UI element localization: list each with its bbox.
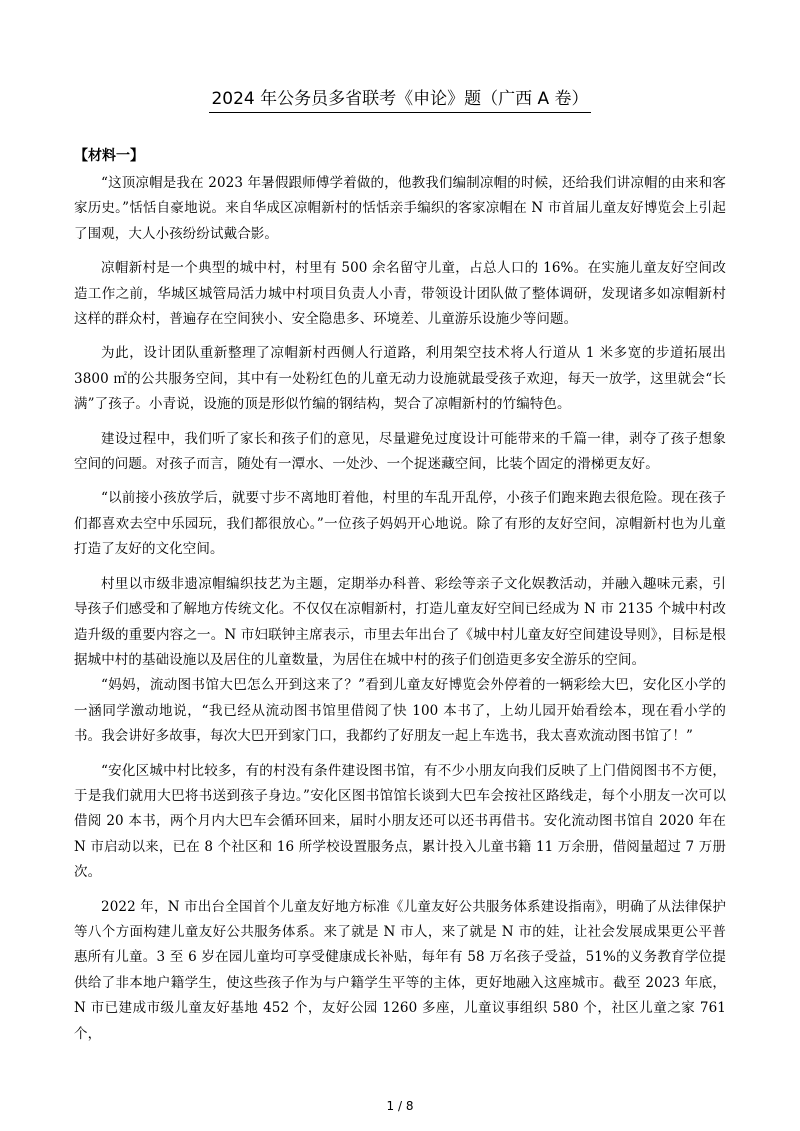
paragraph-3: 为此，设计团队重新整理了凉帽新村西侧人行道路，利用架空技术将人行道从 1 米多宽的步道拓展出 3800 ㎡的公共服务空间，其中有一处粉红色的儿童无动力设施就最受孩子欢迎，每天一放学，这里就会“长满”了孩子。小青说，设施的顶是形似竹编的钢结构，契合了凉帽新村的竹编特色。 xyxy=(74,345,726,413)
paragraph-4: 建设过程中，我们听了家长和孩子们的意见，尽量避免过度设计可能带来的千篇一律，剥夺了孩子想象空间的问题。对孩子而言，随处有一潭水、一处沙、一个捉迷藏空间，比装个固定的滑梯更友好。 xyxy=(74,430,726,473)
page-number: 1 / 8 xyxy=(386,1099,414,1113)
paragraph-7: “妈妈，流动图书馆大巴怎么开到这来了？”看到儿童友好博览会外停着的一辆彩绘大巴，安化区小学的一涵同学激动地说，“我已经从流动图书馆里借阅了快 100 本书了，上幼儿园开始看绘本，现在看小学的书。我会讲好多故事，每次大巴开到家门口，我都约了好朋友一起上车选书，我太喜欢流动图书馆了！” xyxy=(74,677,726,745)
paragraph-8: “安化区城中村比较多，有的村没有条件建设图书馆，有不少小朋友向我们反映了上门借阅图书不方便，于是我们就用大巴将书送到孩子身边。”安化区图书馆馆长谈到大巴车会按社区路线走，每个小朋友一次可以借阅 20 本书，两个月内大巴车会循环回来，届时小朋友还可以还书再借书。安化流动图书馆自 2020 年在 N 市启动以来，已在 8 个社区和 16 所学校设置服务点，累计投入儿童书籍 11 万余册，借阅量超过 7 万册次。 xyxy=(74,762,726,881)
document-title xyxy=(0,87,800,113)
paragraph-2: 凉帽新村是一个典型的城中村，村里有 500 余名留守儿童，占总人口的 16%。在实施儿童友好空间改造工作之前，华城区城管局活力城中村项目负责人小青，带领设计团队做了整体调研，发现诸多如凉帽新村这样的群众村，普遍存在空间狭小、安全隐患多、环境差、儿童游乐设施少等问题。 xyxy=(74,260,726,328)
paragraph-6: 村里以市级非遗凉帽编织技艺为主题，定期举办科普、彩绘等亲子文化娱教活动，并融入趣味元素，引导孩子们感受和了解地方传统文化。不仅仅在凉帽新村，打造儿童友好空间已经成为 N 市 2135 个城中村改造升级的重要内容之一。N 市妇联钟主席表示，市里去年出台了《城中村儿童友好空间建设导则》，目标是根据城中村的基础设施以及居住的儿童数量，为居住在城中村的孩子们创造更多安全游乐的空间。 xyxy=(74,575,726,668)
section-label: 【材料一】 xyxy=(74,148,144,164)
document-body xyxy=(74,171,726,1056)
document-title-text: 2024 年公务员多省联考《申论》题（广西 A 卷） xyxy=(209,87,590,113)
paragraph-1: “这顶凉帽是我在 2023 年暑假跟师傅学着做的，他教我们编制凉帽的时候，还给我们讲凉帽的由来和客家历史。”恬恬自豪地说。来自华成区凉帽新村的恬恬亲手编织的客家凉帽在 N 市首届儿童友好博览会上引起了围观，大人小孩纷纷试戴合影。 xyxy=(74,175,726,242)
paragraph-5: “以前接小孩放学后，就要寸步不离地盯着他，村里的车乱开乱停，小孩子们跑来跑去很危险。现在孩子们都喜欢去空中乐园玩，我们都很放心。”一位孩子妈妈开心地说。除了有形的友好空间，凉帽新村也为儿童打造了友好的文化空间。 xyxy=(74,490,726,558)
paragraph-9: 2022 年，N 市出台全国首个儿童友好地方标准《儿童友好公共服务体系建设指南》，明确了从法律保护等八个方面构建儿童友好公共服务体系。来了就是 N 市人，来了就是 N 市的娃，让社会发展成果更公平普惠所有儿童。3 至 6 岁在园儿童均可享受健康成长补贴，每年有 58 万名孩子受益，51%的义务教育学位提供给了非本地户籍学生，使这些孩子作为与户籍学生平等的主体，更好地融入这座城市。截至 2023 年底，N 市已建成市级儿童友好基地 452 个，友好公园 1260 多座，儿童议事组织 580 个，社区儿童之家 761 个， xyxy=(74,898,726,1042)
